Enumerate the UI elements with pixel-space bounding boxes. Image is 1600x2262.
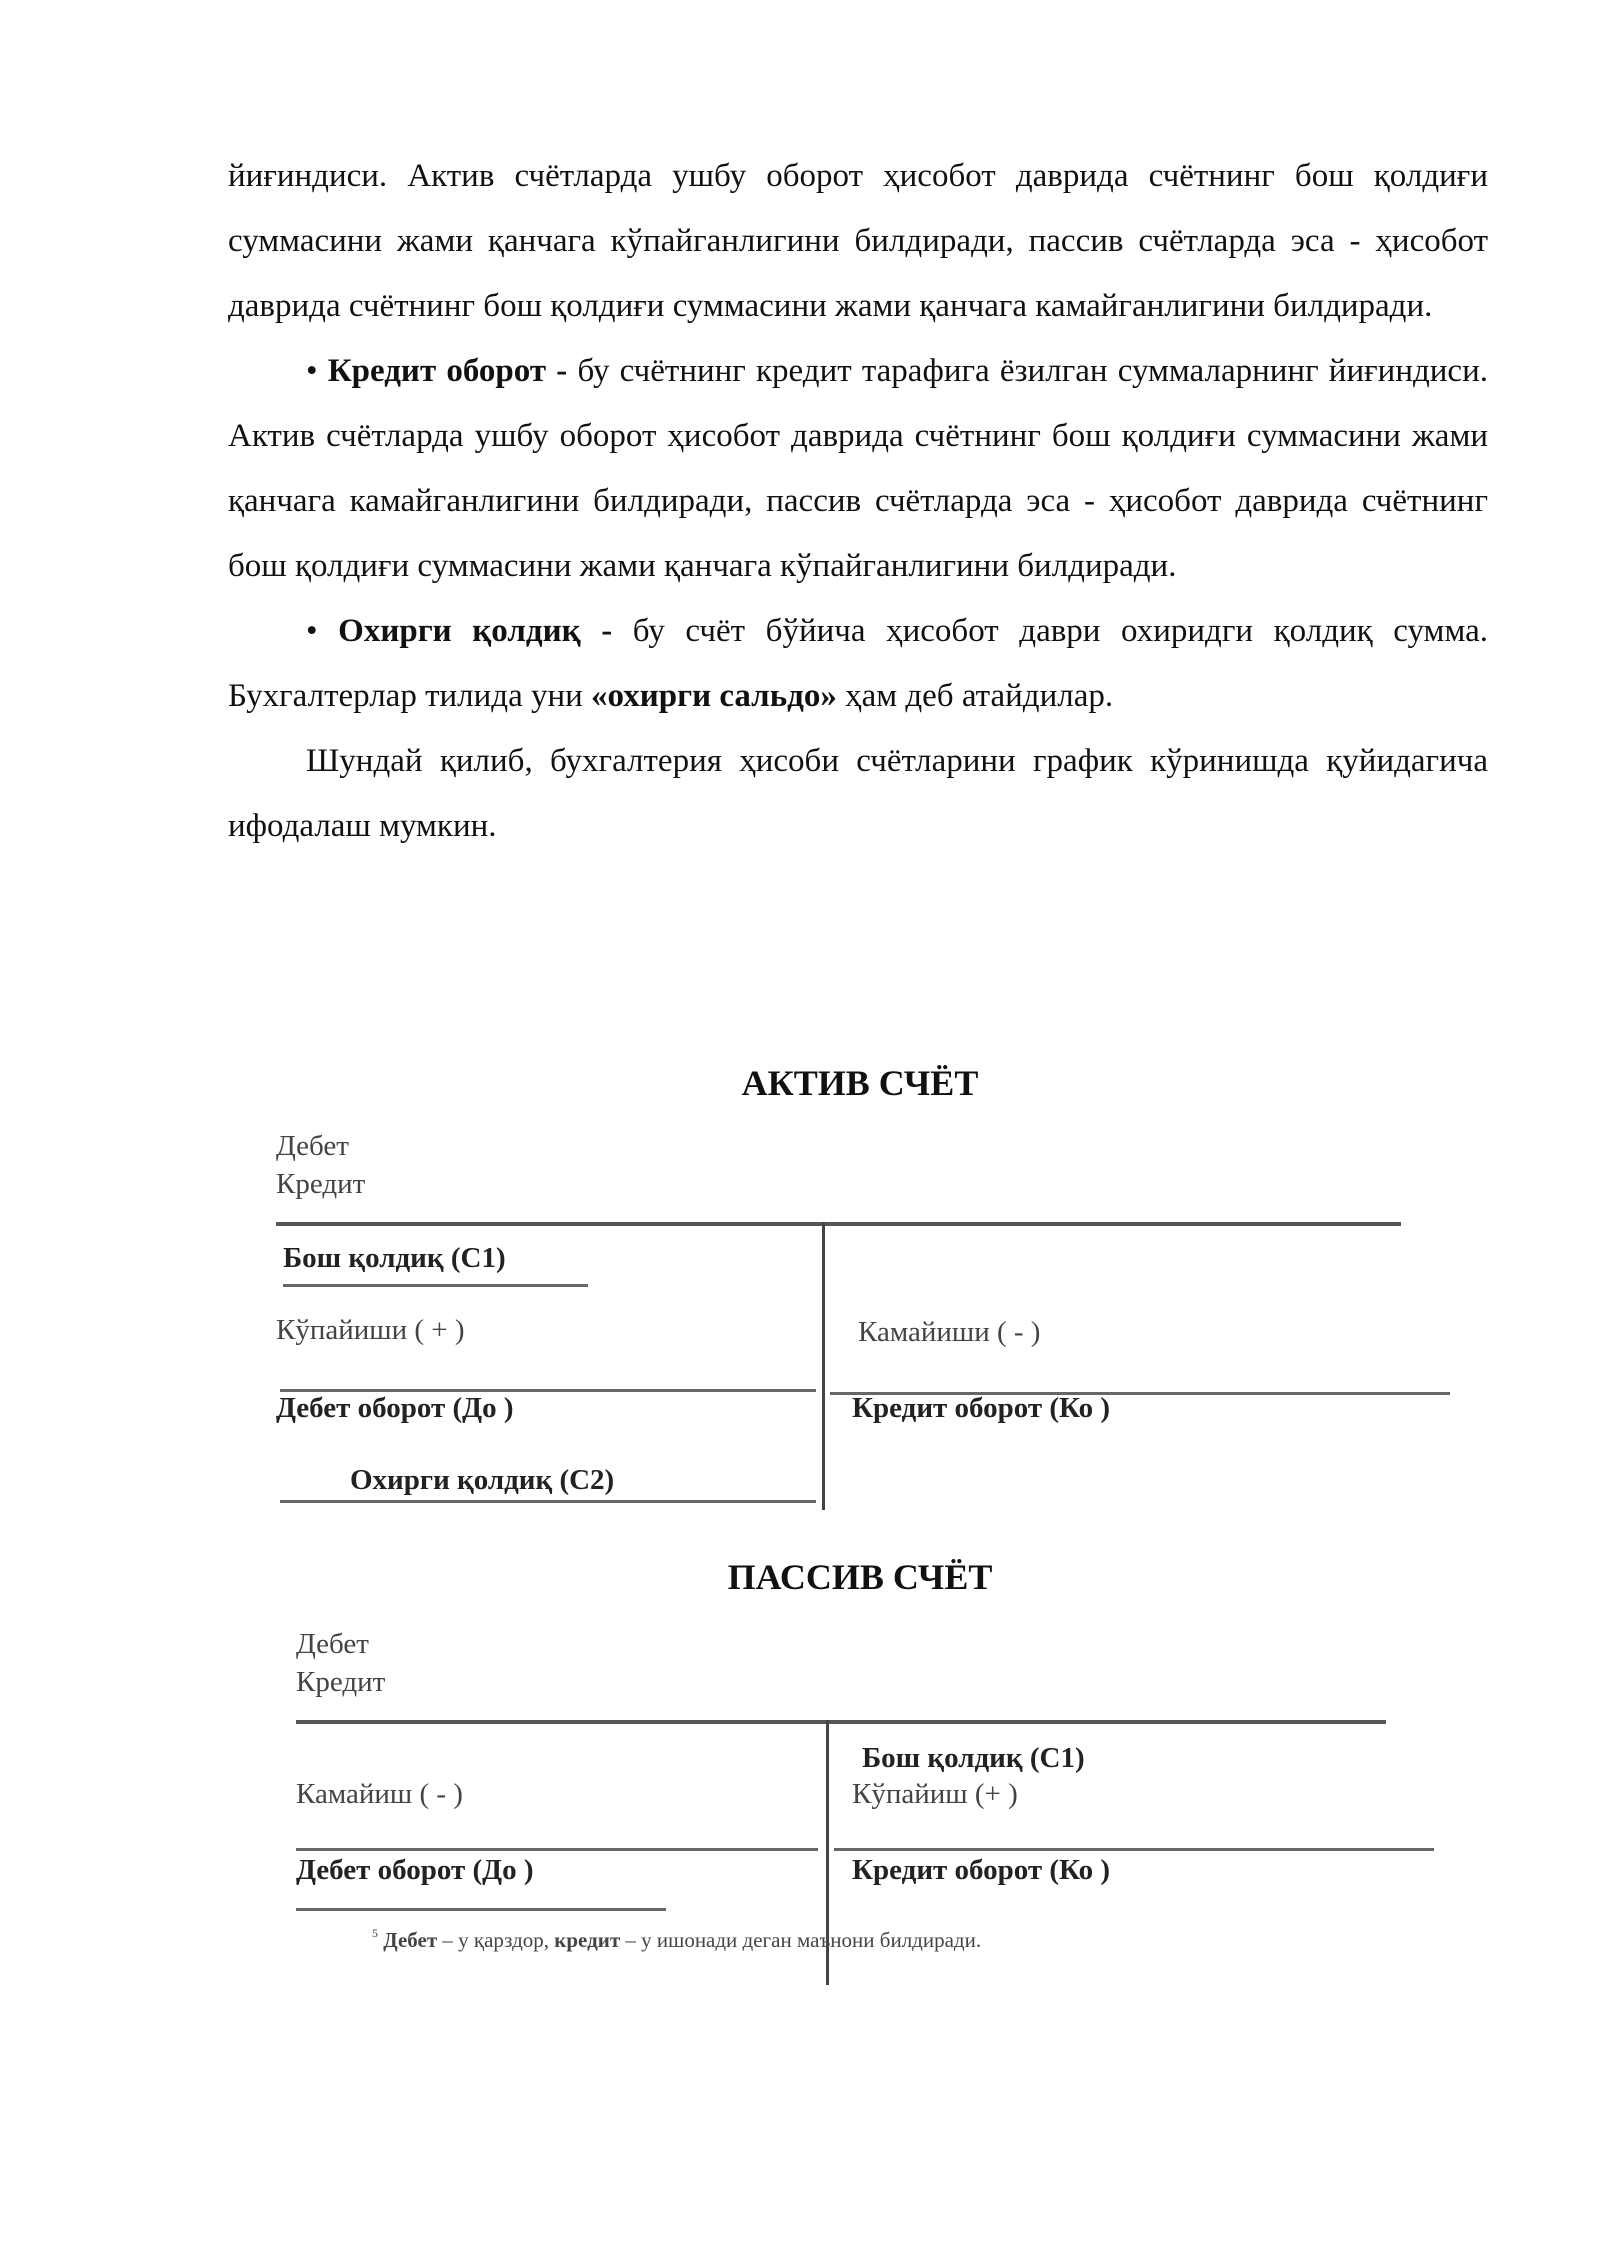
footnote-debit-word: Дебет: [383, 1928, 438, 1952]
paragraph-graphic-intro: Шундай қилиб, бухгалтерия ҳисоби счётларини график кўринишда қуйидагича ифодалаш мумкин.: [228, 743, 1488, 844]
bullet: •: [306, 353, 328, 389]
term-closing-balance: Охирги қолдиқ -: [338, 613, 633, 649]
passive-account-title: ПАССИВ СЧЁТ: [727, 1557, 993, 1597]
passive-credit-label: Кредит: [296, 1666, 386, 1698]
footnote-text: – у ишонади деган маънони билдиради.: [620, 1928, 982, 1952]
active-decrease-label: Камайиши ( - ): [858, 1316, 1041, 1348]
active-credit-label: Кредит: [276, 1168, 366, 1200]
passive-debit-label: Дебет: [296, 1628, 369, 1660]
active-debit-label: Дебет: [276, 1130, 349, 1162]
active-increase-label: Кўпайиши ( + ): [276, 1314, 465, 1346]
paragraph-credit-turnover: [228, 339, 1488, 599]
footnote: [372, 1926, 981, 1953]
footnote-credit-word: кредит: [554, 1928, 621, 1952]
paragraph-text: бу счётнинг кредит тарафига ёзилган суммаларнинг йиғиндиси. Актив счётларда ушбу оборот ҳисобот даврида счётнинг бош қолдиғи суммасини жами қанчага камайганлигини билдиради, пассив счётларда эса - ҳисобот даврида счётнинг бош қолдиғи суммасини жами қанчага кўпайганлигини билдиради.: [228, 353, 1488, 584]
active-closing-balance: Охирги қолдиқ (С2): [350, 1464, 615, 1496]
passive-opening-balance: Бош қолдиқ (С1): [862, 1742, 1085, 1774]
passive-top-line: [296, 1720, 1386, 1724]
passive-decrease-label: Камайиш ( - ): [296, 1778, 463, 1810]
active-credit-turnover: Кредит оборот (Ко ): [852, 1392, 1111, 1424]
footnote-separator: [296, 1908, 666, 1911]
footnote-text: – у қарздор,: [437, 1928, 555, 1952]
passive-increase-label: Кўпайиш (+ ): [852, 1778, 1018, 1810]
active-opening-underline: [283, 1284, 588, 1287]
bullet: •: [306, 613, 339, 649]
active-account-title: АКТИВ СЧЁТ: [741, 1063, 979, 1103]
active-top-line: [276, 1222, 1401, 1226]
passive-credit-turnover: Кредит оборот (Ко ): [852, 1854, 1111, 1886]
term-credit-turnover: Кредит оборот -: [327, 353, 578, 389]
footnote-number: 5: [372, 1926, 378, 1940]
paragraph-debit-continuation: йиғиндиси. Актив счётларда ушбу оборот ҳисобот даврида счётнинг бош қолдиғи суммасини жами қанчага кўпайганлигини билдиради, пассив счётларда эса - ҳисобот даврида счётнинг бош қолдиғи суммасини жами қанчага камайганлигини билдиради.: [228, 158, 1488, 324]
passive-debit-turnover: Дебет оборот (До ): [296, 1854, 534, 1886]
passive-left-total-line: [296, 1848, 818, 1851]
term-closing-saldo: «охирги сальдо»: [591, 678, 837, 714]
active-opening-balance: Бош қолдиқ (С1): [283, 1242, 506, 1274]
active-divider-line: [822, 1222, 825, 1510]
paragraph-text: бу счёт бўйича ҳисобот даври охиридги қолдиқ сумма. Бухгалтерлар тилида уни: [228, 613, 1488, 714]
paragraph-text: ҳам деб атайдилар.: [836, 678, 1114, 714]
passive-right-total-line: [834, 1848, 1434, 1851]
active-bottom-line: [280, 1500, 816, 1503]
body-text: [228, 144, 1488, 859]
active-debit-turnover: Дебет оборот (До ): [276, 1392, 514, 1424]
paragraph-closing-balance: [228, 599, 1488, 729]
